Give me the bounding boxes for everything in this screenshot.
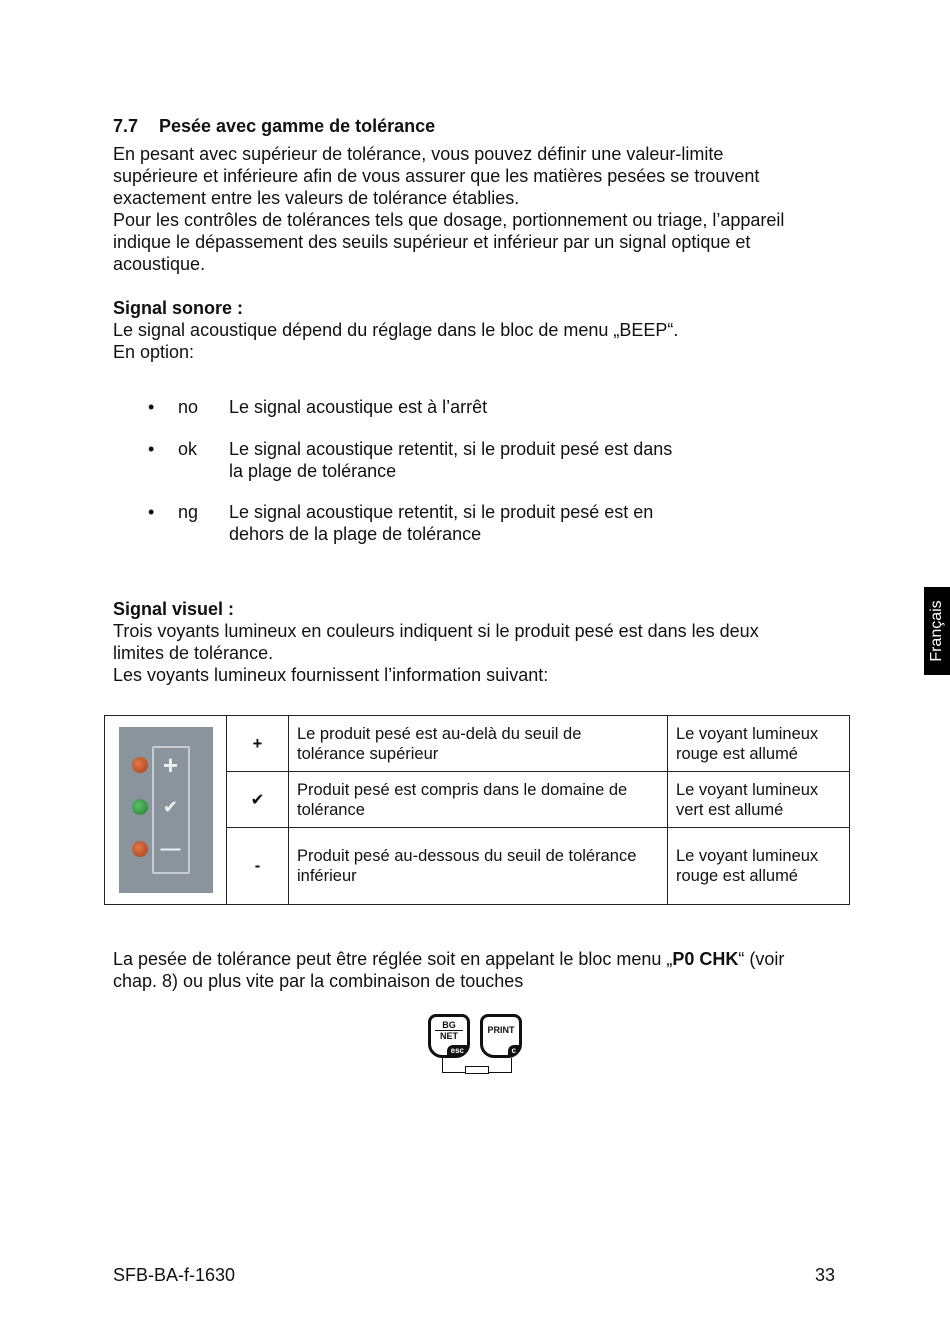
option-text-line: Le signal acoustique retentit, si le produit pesé est dans (229, 439, 673, 459)
check-symbol: ✔ (227, 772, 289, 828)
key-sub-label: esc (447, 1045, 468, 1056)
desc-line: Produit pesé est compris dans le domaine de (297, 780, 628, 799)
intro-line: exactement entre les valeurs de tolérance établies. (113, 188, 520, 208)
visual-line: Trois voyants lumineux en couleurs indiquent si le produit pesé est dans les deux (113, 621, 759, 641)
key-label: PRINT (487, 1025, 515, 1035)
page-number: 33 (815, 1265, 836, 1285)
intro-paragraph (113, 143, 784, 275)
language-tab-label: Français (928, 600, 945, 662)
indicator-panel-cell (105, 716, 227, 905)
light-line: rouge est allumé (676, 744, 798, 763)
row-light-status (668, 828, 850, 905)
key-label: BG (442, 1020, 456, 1030)
language-tab (924, 587, 950, 675)
green-led-icon (132, 799, 148, 815)
key-connector-icon (442, 1058, 512, 1073)
row-description (289, 772, 668, 828)
option-text-line: Le signal acoustique retentit, si le produit pesé est en (229, 502, 654, 522)
row-description (289, 828, 668, 905)
option-text (229, 438, 749, 482)
intro-line: Pour les contrôles de tolérances tels que dosage, portionnement ou triage, l’appareil (113, 210, 785, 230)
plus-icon: + (162, 750, 179, 780)
section-title: Pesée avec gamme de tolérance (159, 116, 436, 136)
intro-line: indique le dépassement des seuils supérieur et inférieur par un signal optique et (113, 232, 751, 252)
option-key: ok (178, 439, 198, 459)
sound-line: En option: (113, 342, 195, 362)
visual-line: limites de tolérance. (113, 643, 274, 663)
row-light-status (668, 772, 850, 828)
intro-line: supérieure et inférieure afin de vous assurer que les matières pesées se trouvent (113, 166, 760, 186)
key-combination-image (428, 1012, 524, 1084)
indicator-panel-image (119, 727, 213, 893)
option-key: no (178, 397, 199, 417)
option-text-line: dehors de la plage de tolérance (229, 524, 482, 544)
minus-symbol: - (227, 828, 289, 905)
sound-line: Le signal acoustique dépend du réglage dans le bloc de menu „BEEP“. (113, 320, 679, 340)
closing-text: “ (voir (738, 949, 785, 969)
connector-box (465, 1066, 489, 1074)
key-label: NET (435, 1030, 463, 1042)
desc-line: Le produit pesé est au-delà du seuil de (297, 724, 582, 743)
bullet-icon: • (148, 439, 155, 459)
check-icon: ✔ (162, 797, 179, 817)
light-line: Le voyant lumineux (676, 847, 819, 865)
row-light-status (668, 716, 850, 772)
option-text (229, 501, 749, 545)
light-line: rouge est allumé (676, 867, 798, 885)
section-heading (113, 116, 435, 137)
light-line: Le voyant lumineux (676, 724, 819, 743)
sound-heading: Signal sonore : (113, 298, 244, 318)
bullet-icon: • (148, 397, 155, 417)
closing-text: La pesée de tolérance peut être réglée soit en appelant le bloc menu „ (113, 949, 673, 969)
footer-doc-id: SFB-BA-f-1630 (113, 1265, 236, 1285)
option-text-line: la plage de tolérance (229, 461, 397, 481)
visual-heading: Signal visuel : (113, 599, 235, 619)
intro-line: En pesant avec supérieur de tolérance, vous pouvez définir une valeur-limite (113, 144, 724, 164)
intro-line: acoustique. (113, 254, 206, 274)
table-row (105, 716, 850, 772)
plus-symbol: + (227, 716, 289, 772)
option-key: ng (178, 502, 199, 522)
visual-section (113, 598, 759, 686)
row-description (289, 716, 668, 772)
visual-line: Les voyants lumineux fournissent l’information suivant: (113, 665, 549, 685)
red-led-icon (132, 841, 148, 857)
desc-line: inférieur (297, 867, 357, 885)
red-led-icon (132, 757, 148, 773)
closing-line: chap. 8) ou plus vite par la combinaison de touches (113, 971, 524, 991)
minus-icon: — (160, 838, 181, 860)
light-line: Le voyant lumineux (676, 780, 819, 799)
closing-line (113, 948, 784, 970)
bullet-icon: • (148, 502, 155, 522)
light-line: vert est allumé (676, 800, 784, 819)
sound-section (113, 297, 678, 363)
desc-line: tolérance supérieur (297, 744, 439, 763)
desc-line: tolérance (297, 800, 365, 819)
tare-net-esc-key-icon (428, 1014, 470, 1058)
key-sub-label: c (508, 1045, 520, 1056)
print-c-key-icon (480, 1014, 522, 1058)
section-number: 7.7 (113, 116, 139, 136)
desc-line: Produit pesé au-dessous du seuil de tolérance (297, 847, 637, 865)
menu-code: P0 CHK (672, 949, 739, 969)
option-text: Le signal acoustique est à l’arrêt (229, 397, 488, 417)
tolerance-table (104, 715, 850, 905)
closing-paragraph (113, 948, 784, 992)
